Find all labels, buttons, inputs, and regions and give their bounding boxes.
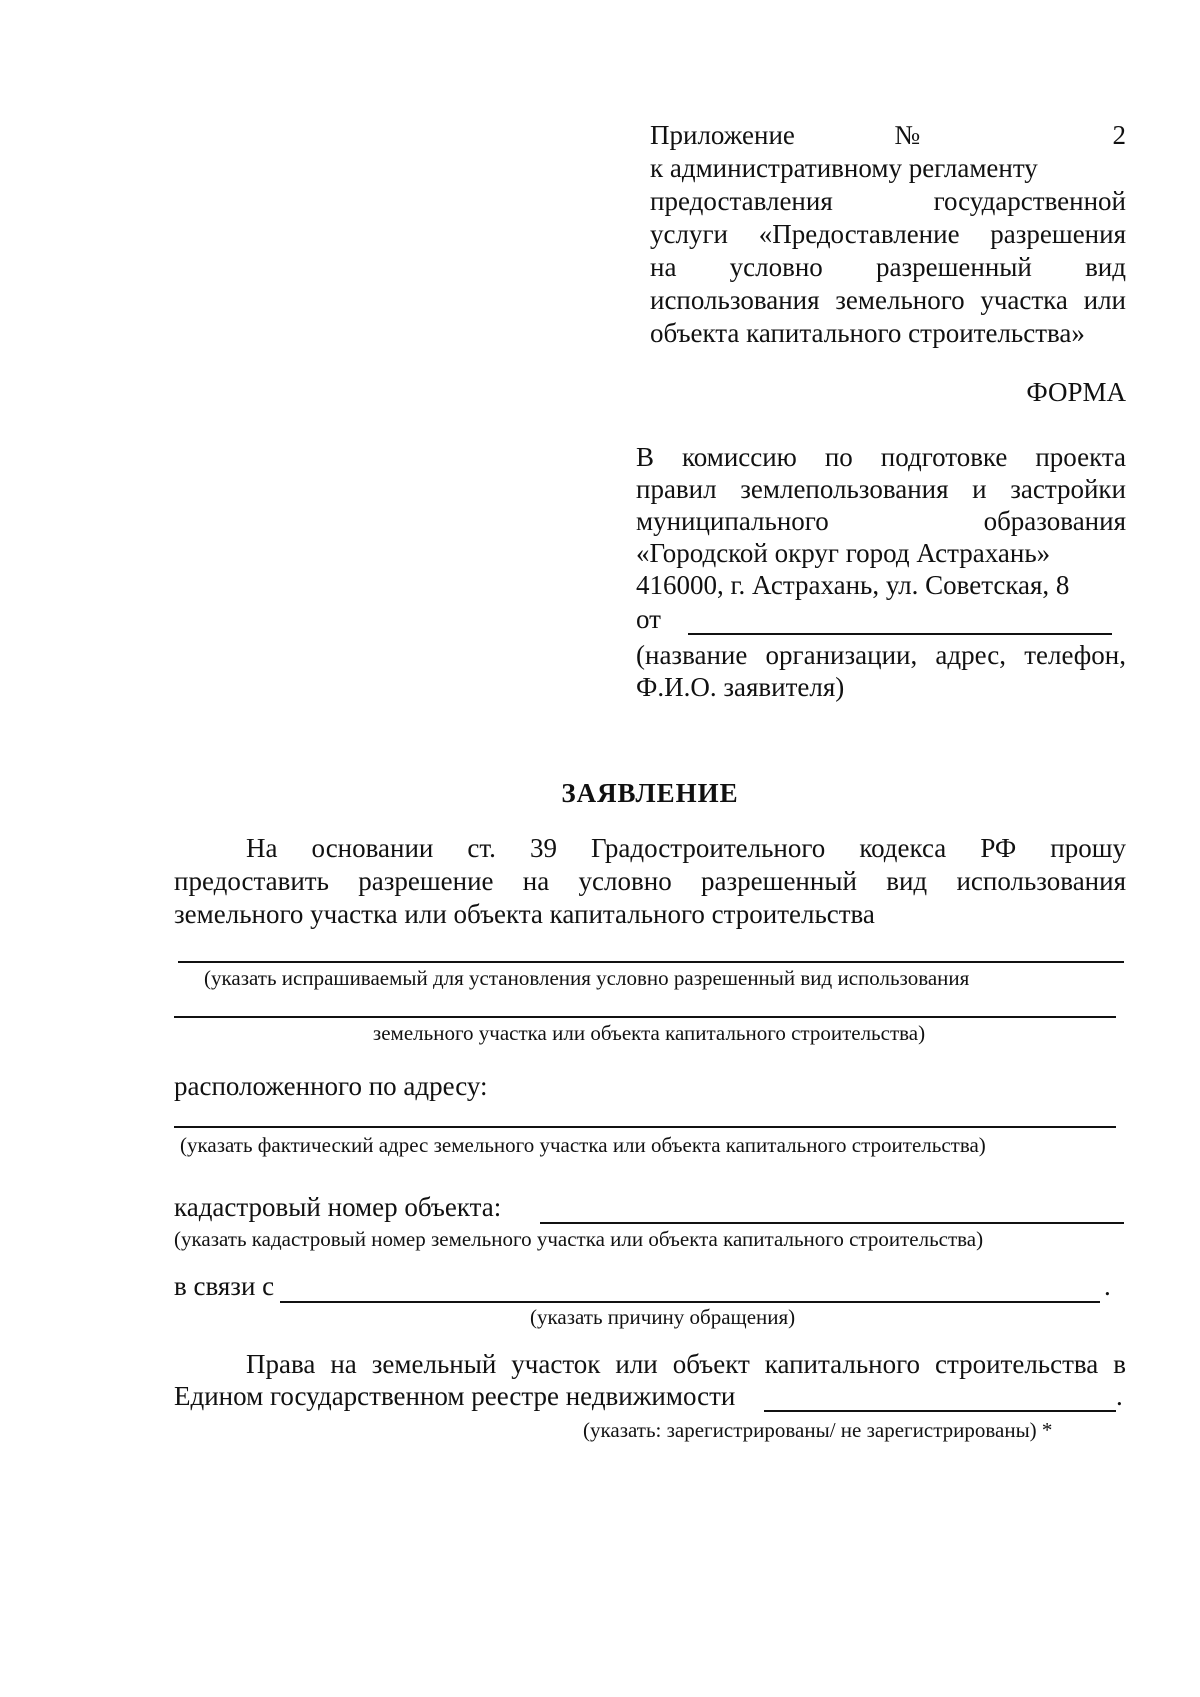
appendix-line: Приложение № 2 — [650, 120, 1126, 150]
addressee-line: В комиссию по подготовке проекта — [636, 442, 1126, 472]
rights-paragraph — [174, 1348, 1126, 1381]
appendix-line: услуги «Предоставление разрешения — [650, 219, 1126, 249]
appendix-line: использования земельного участка или — [650, 285, 1126, 315]
use-type-field-line-2[interactable] — [174, 1016, 1116, 1018]
applicant-field-line[interactable] — [688, 633, 1112, 635]
reason-label: в связи с — [174, 1271, 275, 1301]
rights-line-1: Права на земельный участок или объект капитального строительства в — [246, 1349, 1126, 1379]
rights-end-period: . — [1116, 1381, 1123, 1411]
address-hint: (указать фактический адрес земельного участка или объекта капитального строительства) — [180, 1133, 986, 1157]
appendix-line: предоставления государственной — [650, 186, 1126, 216]
addressee-block — [636, 441, 1126, 601]
appendix-line: на условно разрешенный вид — [650, 252, 1126, 282]
address-field-line[interactable] — [174, 1126, 1116, 1128]
addressee-line: «Городской округ город Астрахань» — [636, 538, 1051, 568]
reason-hint: (указать причину обращения) — [530, 1305, 796, 1329]
addressee-line: муниципального образования — [636, 506, 1126, 536]
from-label: от — [636, 604, 661, 634]
appendix-header — [650, 119, 1126, 350]
cadastral-hint: (указать кадастровый номер земельного участка или объекта капитального строительства) — [174, 1227, 984, 1251]
use-type-field-line-1[interactable] — [178, 961, 1124, 963]
form-label: ФОРМА — [1026, 377, 1126, 407]
rights-field-line[interactable] — [764, 1410, 1116, 1412]
rights-line-2: Едином государственном реестре недвижимости — [174, 1381, 736, 1411]
reason-field-line[interactable] — [280, 1301, 1100, 1303]
use-type-hint-1: (указать испрашиваемый для установления условно разрешенный вид использования — [204, 966, 970, 990]
applicant-hint-line: (название организации, адрес, телефон, — [636, 640, 1126, 670]
addressee-line: правил землепользования и застройки — [636, 474, 1126, 504]
applicant-hint — [636, 639, 1126, 703]
address-label: расположенного по адресу: — [174, 1071, 488, 1101]
document-title: ЗАЯВЛЕНИЕ — [561, 778, 739, 808]
appendix-line: к административному регламенту — [650, 153, 1038, 183]
cadastral-label: кадастровый номер объекта: — [174, 1192, 502, 1222]
intro-line: земельного участка или объекта капитального строительства — [174, 899, 875, 929]
intro-line: предоставить разрешение на условно разрешенный вид использования — [174, 866, 1126, 896]
intro-paragraph — [174, 832, 1126, 931]
rights-hint: (указать: зарегистрированы/ не зарегистрированы) * — [583, 1418, 1053, 1442]
intro-line: На основании ст. 39 Градостроительного кодекса РФ прошу — [246, 833, 1126, 863]
appendix-line: объекта капитального строительства» — [650, 318, 1085, 348]
cadastral-field-line[interactable] — [540, 1222, 1124, 1224]
use-type-hint-2: земельного участка или объекта капитального строительства) — [372, 1021, 926, 1045]
applicant-hint-line: Ф.И.О. заявителя) — [636, 672, 845, 702]
addressee-line: 416000, г. Астрахань, ул. Советская, 8 — [636, 570, 1070, 600]
reason-end-period: . — [1104, 1271, 1111, 1301]
